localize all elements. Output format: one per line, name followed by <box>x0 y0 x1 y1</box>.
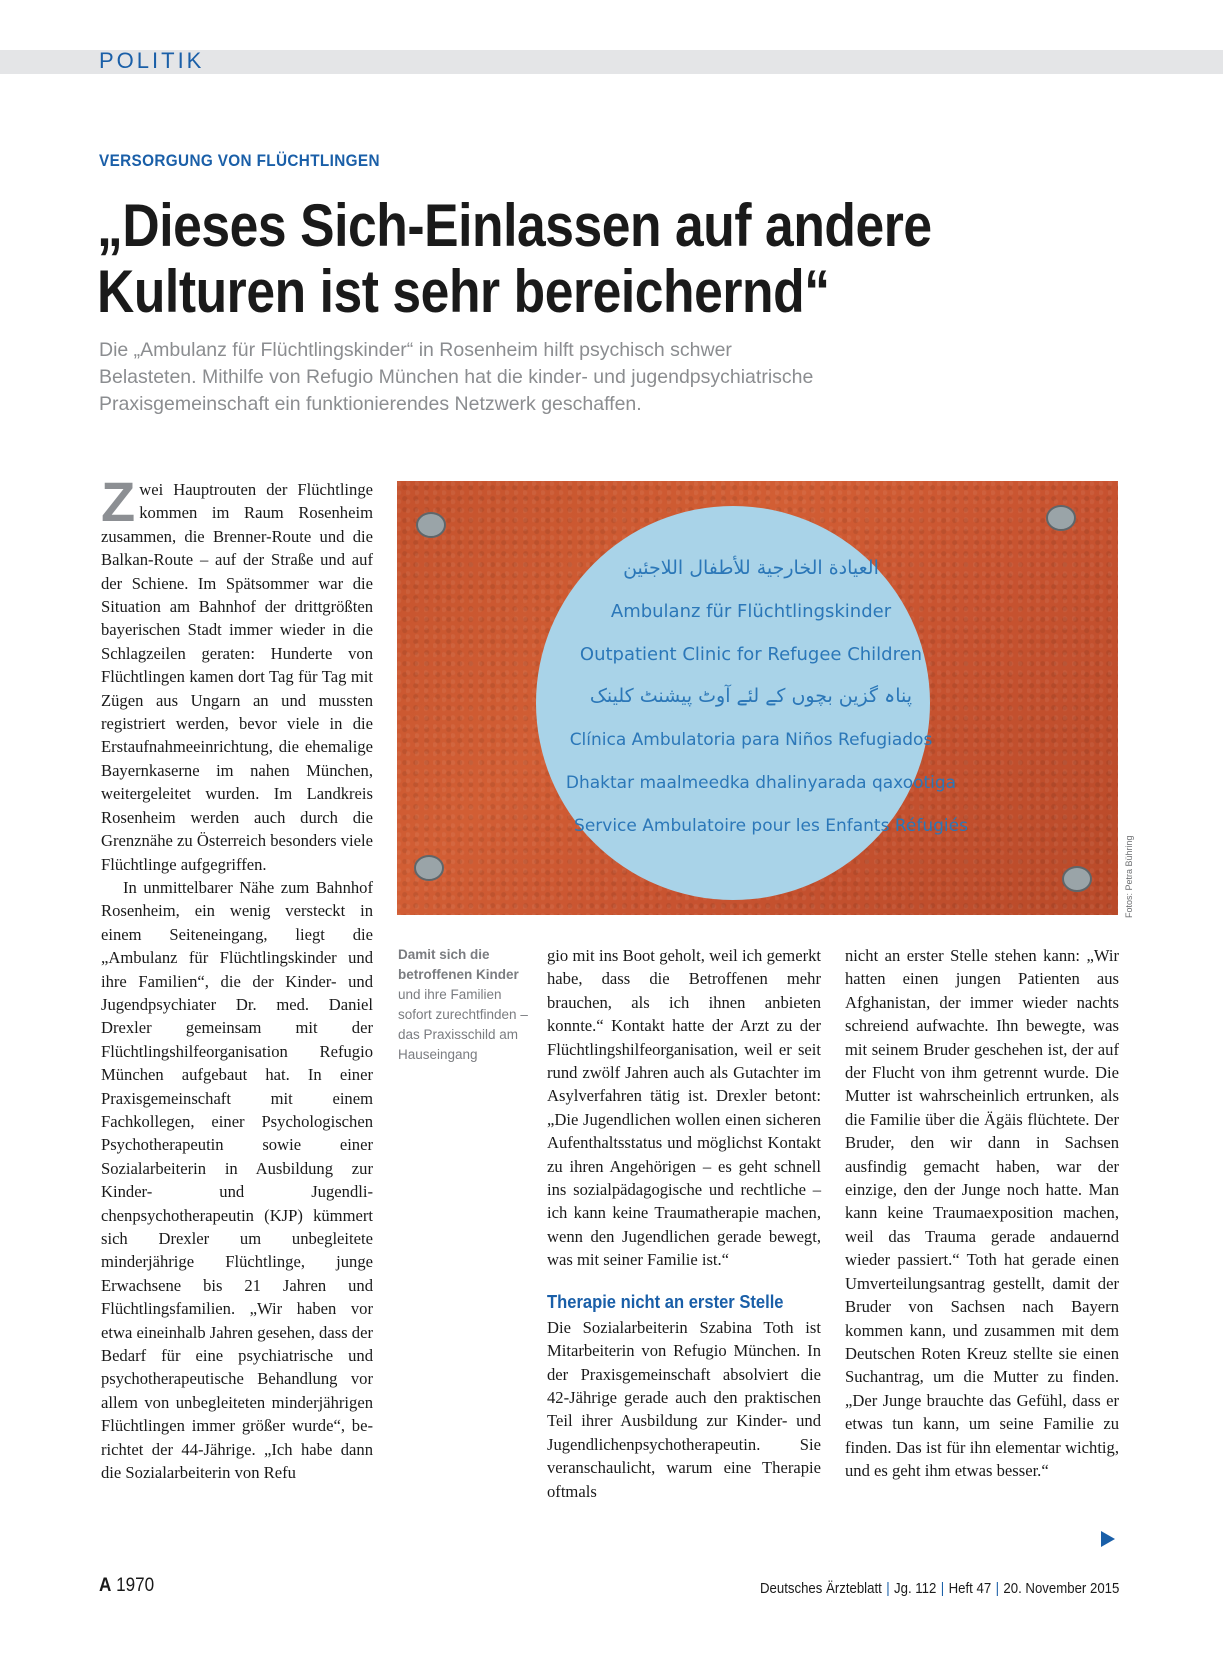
paragraph: In unmittelbarer Nähe zum Bahnhof Rosenheim, ein wenig versteckt in einem Seiteneingang, liegt die „Ambulanz für Flüchtlingskinder und ihre Familien“, die der Kinder- und Jugendpsychiater Dr. med. Daniel Drexler gemeinsam mit der Flüchtlingshilfeorganisation Refugio München aufgebaut hat. In einer Praxisgemeinschaft mit einem Fachkollegen, einer Psychologischen Psychotherapeutin sowie einer Sozialarbeiterin in Ausbildung zur Kinder- und Jugendlichenpsychotherapeutin (KJP) kümmert sich Drexler um unbegleitete minderjährige Flüchtlinge, junge Erwachsene bis 21 Jahren und Flüchtlingsfamilien. „Wir haben vor etwa eineinhalb Jahren gesehen, dass der Bedarf für eine psychiatrische und psychotherapeutische Behandlung vor allem von unbegleiteten minderjährigen Flüchtlingen immer größer wurde“, berichtet der 44-Jährige. „Ich habe dann die Sozialarbeiterin von Refu <box>101 877 373 1483</box>
caption-text: und ihre Familien sofort zurechtfinden – das Praxisschild am Hauseingang <box>398 987 528 1062</box>
drop-cap: Z <box>101 470 136 533</box>
body-column-1 <box>101 470 373 1484</box>
triangle-right-icon <box>1101 1531 1115 1547</box>
volume: Jg. 112 <box>893 1580 937 1597</box>
mounting-bolt <box>415 856 443 880</box>
separator: | <box>995 1580 999 1597</box>
caption-lead: Damit sich die betroffenen Kinder <box>398 947 519 982</box>
mounting-bolt <box>1063 867 1091 891</box>
headline-line: „Dieses Sich-Einlassen auf andere <box>97 192 932 259</box>
sign-line: Outpatient Clinic for Refugee Children <box>579 644 923 665</box>
mounting-bolt <box>417 513 445 537</box>
photo-caption <box>398 945 528 1065</box>
mounting-bolt <box>1047 506 1075 530</box>
headline <box>97 193 957 325</box>
separator: | <box>885 1580 890 1597</box>
section-label: POLITIK <box>99 48 205 73</box>
paragraph: Die Sozialarbeiterin Szabina Toth ist Mitarbeiterin von Refugio München. In der Praxisgemeinschaft absolviert die 42-Jährige gerade auch den praktischen Teil ihrer Ausbildung zur Kinder- und Jugendlichenpsychotherapeutin. Sie veranschaulicht, warum eine Therapie oftmals <box>547 1317 821 1501</box>
issue: Heft 47 <box>948 1580 991 1597</box>
body-column-4 <box>845 944 1119 1482</box>
journal-name: Deutsches Ärzteblatt <box>759 1580 882 1597</box>
headline-line: Kulturen ist sehr bereichernd“ <box>97 258 830 325</box>
standfirst-line: Praxisgemeinschaft ein funktionierendes Netzwerk geschaffen. <box>99 393 642 415</box>
sign-line: Dhaktar maalmeedka dhalinyarada qaxootiga <box>565 773 957 793</box>
sign-line: Service Ambulatoire pour les Enfants Réfugiés <box>574 816 968 836</box>
footer-citation <box>760 1580 1119 1597</box>
page-number-value: 1970 <box>116 1575 155 1596</box>
standfirst-line: Die „Ambulanz für Flüchtlingskinder“ in Rosenheim hilft psychisch schwer <box>99 339 732 361</box>
body-column-3 <box>547 944 821 1503</box>
sign-illustration <box>397 481 1118 915</box>
separator: | <box>940 1580 944 1597</box>
standfirst <box>99 337 979 418</box>
photo-clinic-sign <box>397 481 1118 915</box>
issue-date: 20. November 2015 <box>1003 1580 1119 1597</box>
sign-line: Clínica Ambulatoria para Niños Refugiados <box>569 730 933 750</box>
paragraph: gio mit ins Boot geholt, weil ich gemerkt habe, dass die Betroffenen mehr brauchen, als ich ihnen anbieten konnte.“ Kontakt hatte der Arzt zu der Flüchtlingshilfeorganisation, weil er seit rund zwölf Jahren auch als Gutachter im Asylverfahren tätig ist. Drexler betont: „Die Jugendlichen wollen einen sicheren Aufenthaltsstatus und möglichst Kontakt zu ihren Angehörigen – es geht schnell ins sozialpädagogische und rechtliche – ich kann keine Traumatherapie machen, wenn den Jugendlichen gerade bewegt, was mit seiner Familie ist.“ <box>547 946 821 1270</box>
paragraph-text: wei Hauptrouten der Flüchtlinge kommen im Raum Rosenheim zusammen, die Brenner-Route und die Balkan-Route – auf der Straße und auf der Schiene. Im Spätsommer war die Situation am Bahnhof der drittgrößten bayerischen Stadt immer wieder in die Schlagzeilen geraten: Hunderte von Flüchtlingen kamen dort Tag für Tag mit Zügen aus Ungarn an und mussten registriert werden, bevor viele in die Erstaufnahmeeinrichtung, die ehemalige Bayernkaserne im nahen München, weitergeleitet wurden. Im Landkreis Rosenheim werden auch durch die Grenznähe zu Österreich besonders viele Flüchtlinge aufgegriffen. <box>101 480 373 874</box>
paragraph <box>101 470 373 876</box>
subheading: Therapie nicht an erster Stelle <box>547 1291 784 1312</box>
sign-line: العيادة الخارجية للأطفال اللاجئين <box>623 557 879 579</box>
page-prefix: A <box>99 1575 112 1596</box>
paragraph: nicht an erster Stelle stehen kann: „Wir hatten einen jungen Patienten aus Afghanistan, der immer wieder nachts schreiend aufwachte. Ihn bewegte, was mit seinem Bruder geschehen ist, der auf der Flucht von ihm getrennt wurde. Die Mutter ist wahrscheinlich ertrunken, als die Familie über die Ägäis flüchtete. Der Bruder, den wir dann in Sachsen ausfindig gemacht haben, war der einzige, den der Junge noch hatte. Man kann keine Traumaexposition machen, weil das Trauma gerade andauernd wieder passiert.“ Toth hat gerade einen Umverteilungsantrag gestellt, damit der Bruder von Sachsen nach Bayern kommen kann, und zusammen mit dem Deutschen Roten Kreuz stellte sie einen Suchantrag, um die Mutter zu finden. „Der Junge brauchte das Gefühl, dass er etwas tun kann, um seine Familie zu finden. Das ist für ihn elementar wichtig, und es geht ihm etwas besser.“ <box>845 946 1119 1480</box>
sign-line: پناہ گزین بچوں کے لئے آوٹ پیشنٹ کلینک <box>589 685 913 707</box>
page-number <box>99 1575 154 1597</box>
photo-credit: Fotos: Petra Bühring <box>1124 835 1134 918</box>
sign-line: Ambulanz für Flüchtlingskinder <box>610 601 892 622</box>
kicker: VERSORGUNG VON FLÜCHTLINGEN <box>99 151 380 170</box>
standfirst-line: Belasteten. Mithilfe von Refugio München hat die kinder- und jugendpsychiatrische <box>99 366 814 388</box>
